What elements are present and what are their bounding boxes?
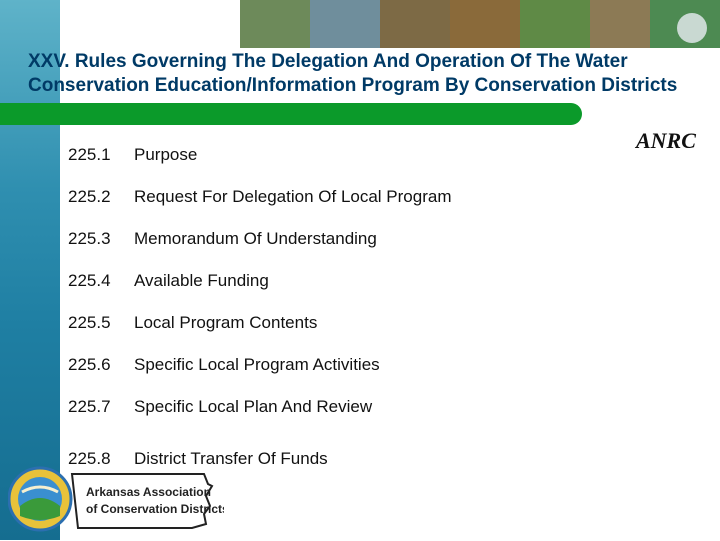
deer-photo	[380, 0, 450, 48]
title-underline-bar	[0, 103, 582, 125]
list-item	[68, 145, 197, 165]
item-label: Purpose	[134, 145, 198, 164]
list-item	[68, 229, 377, 249]
list-item	[68, 187, 452, 207]
list-item	[68, 355, 380, 375]
arkansas-state-outline	[72, 474, 212, 528]
item-label: Available Funding	[134, 271, 269, 290]
anrc-brand-label: ANRC	[636, 128, 696, 153]
list-item	[68, 271, 269, 291]
wetland-photo	[240, 0, 310, 48]
water-photo	[310, 0, 380, 48]
logo-line-2: of Conservation Districts	[86, 502, 224, 516]
item-label: Memorandum Of Understanding	[134, 229, 377, 248]
item-number: 225.4	[68, 271, 111, 290]
field-photo	[520, 0, 590, 48]
arkansas-association-logo	[8, 462, 224, 536]
logo-line-1: Arkansas Association	[86, 485, 211, 499]
slide-title: XXV. Rules Governing The Delegation And Operation Of The Water Conservation Education/Information Program By Conservation Districts	[28, 51, 678, 96]
list-item	[68, 313, 317, 333]
item-label: Specific Local Program Activities	[134, 355, 380, 374]
item-number: 225.6	[68, 355, 111, 374]
item-number: 225.2	[68, 187, 111, 206]
item-label: District Transfer Of Funds	[134, 449, 328, 468]
list-item	[68, 397, 372, 417]
fire-photo	[450, 0, 520, 48]
header-photo-strip	[240, 0, 720, 48]
item-label: Request For Delegation Of Local Program	[134, 187, 452, 206]
item-number: 225.5	[68, 313, 111, 332]
quail-photo	[590, 0, 650, 48]
item-number: 225.7	[68, 397, 111, 416]
item-label: Local Program Contents	[134, 313, 318, 332]
item-number: 225.1	[68, 145, 111, 164]
item-number: 225.3	[68, 229, 111, 248]
item-label: Specific Local Plan And Review	[134, 397, 373, 416]
item-number: 225.8	[68, 449, 111, 468]
